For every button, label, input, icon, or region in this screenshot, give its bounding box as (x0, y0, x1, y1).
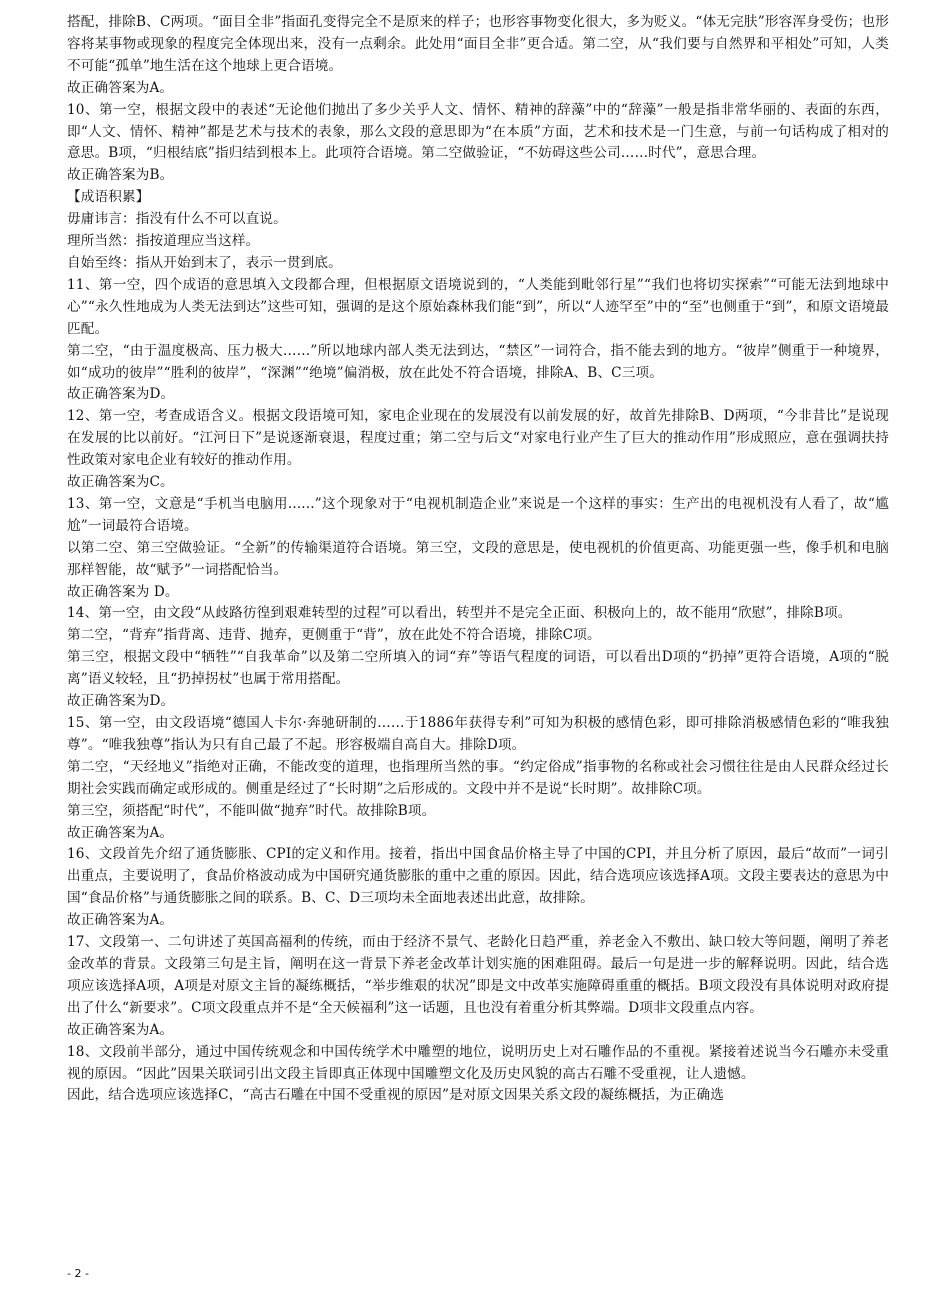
paragraph: 搭配，排除B、C两项。“面目全非”指面孔变得完全不是原来的样子；也形容事物变化很大，多为贬义。“体无完肤”形容浑身受伤；也形容将某事物或现象的程度完全体现出来，没有一点剩余。此处用“面目全非”更合适。第二空，从“我们要与自然界和平相处”可知，人类不可能“孤单”地生活在这个地球上更合语境。 (67, 14, 889, 74)
paragraph: 第二空，“背弃”指背离、违背、抛弃，更侧重于“背”，放在此处不符合语境，排除C项。 (67, 627, 601, 644)
paragraph: 故正确答案为A。 (67, 1021, 174, 1038)
paragraph: 第三空，须搭配“时代”，不能叫做“抛弃”时代。故排除B项。 (67, 802, 436, 819)
paragraph: 故正确答案为C。 (67, 474, 174, 491)
paragraph: 15、第一空，由文段语境“德国人卡尔·奔驰研制的……于1886年获得专利”可知为积极的感情色彩，即可排除消极感情色彩的“唯我独尊”。“唯我独尊”指认为只有自己最了不起。形容极端自高自大。排除D项。 (67, 715, 889, 753)
paragraph: 理所当然：指按道理应当这样。 (67, 233, 260, 250)
paragraph: 17、文段第一、二句讲述了英国高福利的传统，而由于经济不景气、老龄化日趋严重，养老金入不敷出、缺口较大等问题，阐明了养老金改革的背景。文段第三句是主旨，阐明在这一背景下养老金改革计划实施的困难阻碍。最后一句是进一步的解释说明。因此，结合选项应该选择A项，A项是对原文主旨的凝练概括，“举步维艰的状况”即是文中改革实施障碍重重的概括。B项文段没有具体说明对政府提出了什么“新要求”。C项文段重点并不是“全天候福利”这一话题，且也没有着重分析其弊端。D项非文段重点内容。 (67, 934, 889, 1016)
paragraph: 故正确答案为A。 (67, 824, 174, 841)
page-number: - 2 - (67, 1267, 89, 1280)
paragraph: 故正确答案为A。 (67, 79, 174, 96)
paragraph: 18、文段前半部分，通过中国传统观念和中国传统学术中雕塑的地位，说明历史上对石雕作品的不重视。紧接着述说当今石雕亦未受重视的原因。“因此”因果关联词引出文段主旨即真正体现中国雕塑文化及历史风貌的高古石雕不受重视，让人遗憾。 (67, 1043, 889, 1082)
paragraph: 故正确答案为 D。 (67, 583, 179, 600)
document-body (67, 12, 889, 1107)
paragraph: 16、文段首先介绍了通货膨胀、CPI的定义和作用。接着，指出中国食品价格主导了中国的CPI，并且分析了原因，最后“故而”一词引出重点，主要说明了，食品价格波动成为中国研究通货膨胀的重中之重的原因。因此，结合选项应该选择A项。文段主要表达的意思为中国“食品价格”与通货膨胀之间的联系。B、C、D三项均未全面地表述出此意，故排除。 (67, 846, 889, 907)
paragraph: 第三空，根据文段中“牺牲”“自我革命”以及第二空所填入的词“弃”等语气程度的词语，可以看出D项的“扔掉”更符合语境，A项的“脱离”语义较轻，且“扔掉拐杖”也属于常用搭配。 (67, 649, 889, 688)
paragraph: 以第二空、第三空做验证。“全新”的传输渠道符合语境。第三空，文段的意思是，使电视机的价值更高、功能更强一些，像手机和电脑那样智能，故“赋予”一词搭配恰当。 (67, 539, 889, 578)
paragraph: 第二空，“由于温度极高、压力极大……”所以地球内部人类无法到达，“禁区”一词符合，指不能去到的地方。“彼岸”侧重于一种境界，如“成功的彼岸”“胜利的彼岸”，“深渊”“绝境”偏消极，放在此处不符合语境，排除A、B、C三项。 (67, 342, 889, 381)
paragraph: 故正确答案为D。 (67, 386, 175, 403)
paragraph: 13、第一空，文意是“手机当电脑用......”这个现象对于“电视机制造企业”来说是一个这样的事实：生产出的电视机没有人看了，故“尴尬”一词最符合语境。 (67, 495, 889, 534)
paragraph: 12、第一空，考查成语含义。根据文段语境可知，家电企业现在的发展没有以前发展的好，故首先排除B、D两项，“今非昔比”是说现在发展的比以前好。“江河日下”是说逐渐衰退，程度过重；第二空与后文“对家电行业产生了巨大的推动作用”形成照应，意在强调扶持性政策对家电企业有较好的推动作用。 (67, 408, 889, 469)
paragraph: 自始至终：指从开始到末了，表示一贯到底。 (67, 254, 342, 271)
paragraph: 毋庸讳言：指没有什么不可以直说。 (67, 211, 287, 228)
paragraph: 故正确答案为A。 (67, 912, 174, 929)
paragraph: 11、第一空，四个成语的意思填入文段都合理，但根据原文语境说到的，“人类能到毗邻行星”“我们也将切实探索”“可能无法到地球中心”“永久性地成为人类无法到达”这些可知，强调的是这个原始森林我们能“到”，所以“人迹罕至”中的“至”也侧重于“到”，和原文语境最匹配。 (67, 276, 889, 337)
paragraph: 因此，结合选项应该选择C，“高古石雕在中国不受重视的原因”是对原文因果关系文段的凝练概括，为正确选 (67, 1087, 724, 1104)
paragraph: 第二空，“天经地义”指绝对正确，不能改变的道理，也指理所当然的事。“约定俗成”指事物的名称或社会习惯往往是由人民群众经过长期社会实践而确定或形成的。侧重是经过了“长时期”之后形成的。文段中并不是说“长时期”。故排除C项。 (67, 758, 889, 797)
paragraph: 10、第一空，根据文段中的表述“无论他们抛出了多少关乎人文、情怀、精神的辞藻”中的“辞藻”一般是指非常华丽的、表面的东西，即“人文、情怀、精神”都是艺术与技术的表象，那么文段的意思即为“在本质”方面，艺术和技术是一门生意，与前一句话构成了相对的意思。B项，“归根结底”指归结到根本上。此项符合语境。第二空做验证，“不妨碍这些公司……时代”，意思合理。 (67, 101, 889, 162)
paragraph: 14、第一空，由文段“从歧路彷徨到艰难转型的过程”可以看出，转型并不是完全正面、积极向上的，故不能用“欣慰”，排除B项。 (67, 605, 852, 622)
paragraph: 故正确答案为B。 (67, 167, 174, 184)
paragraph: 故正确答案为D。 (67, 693, 175, 710)
paragraph: 【成语积累】 (67, 189, 150, 206)
